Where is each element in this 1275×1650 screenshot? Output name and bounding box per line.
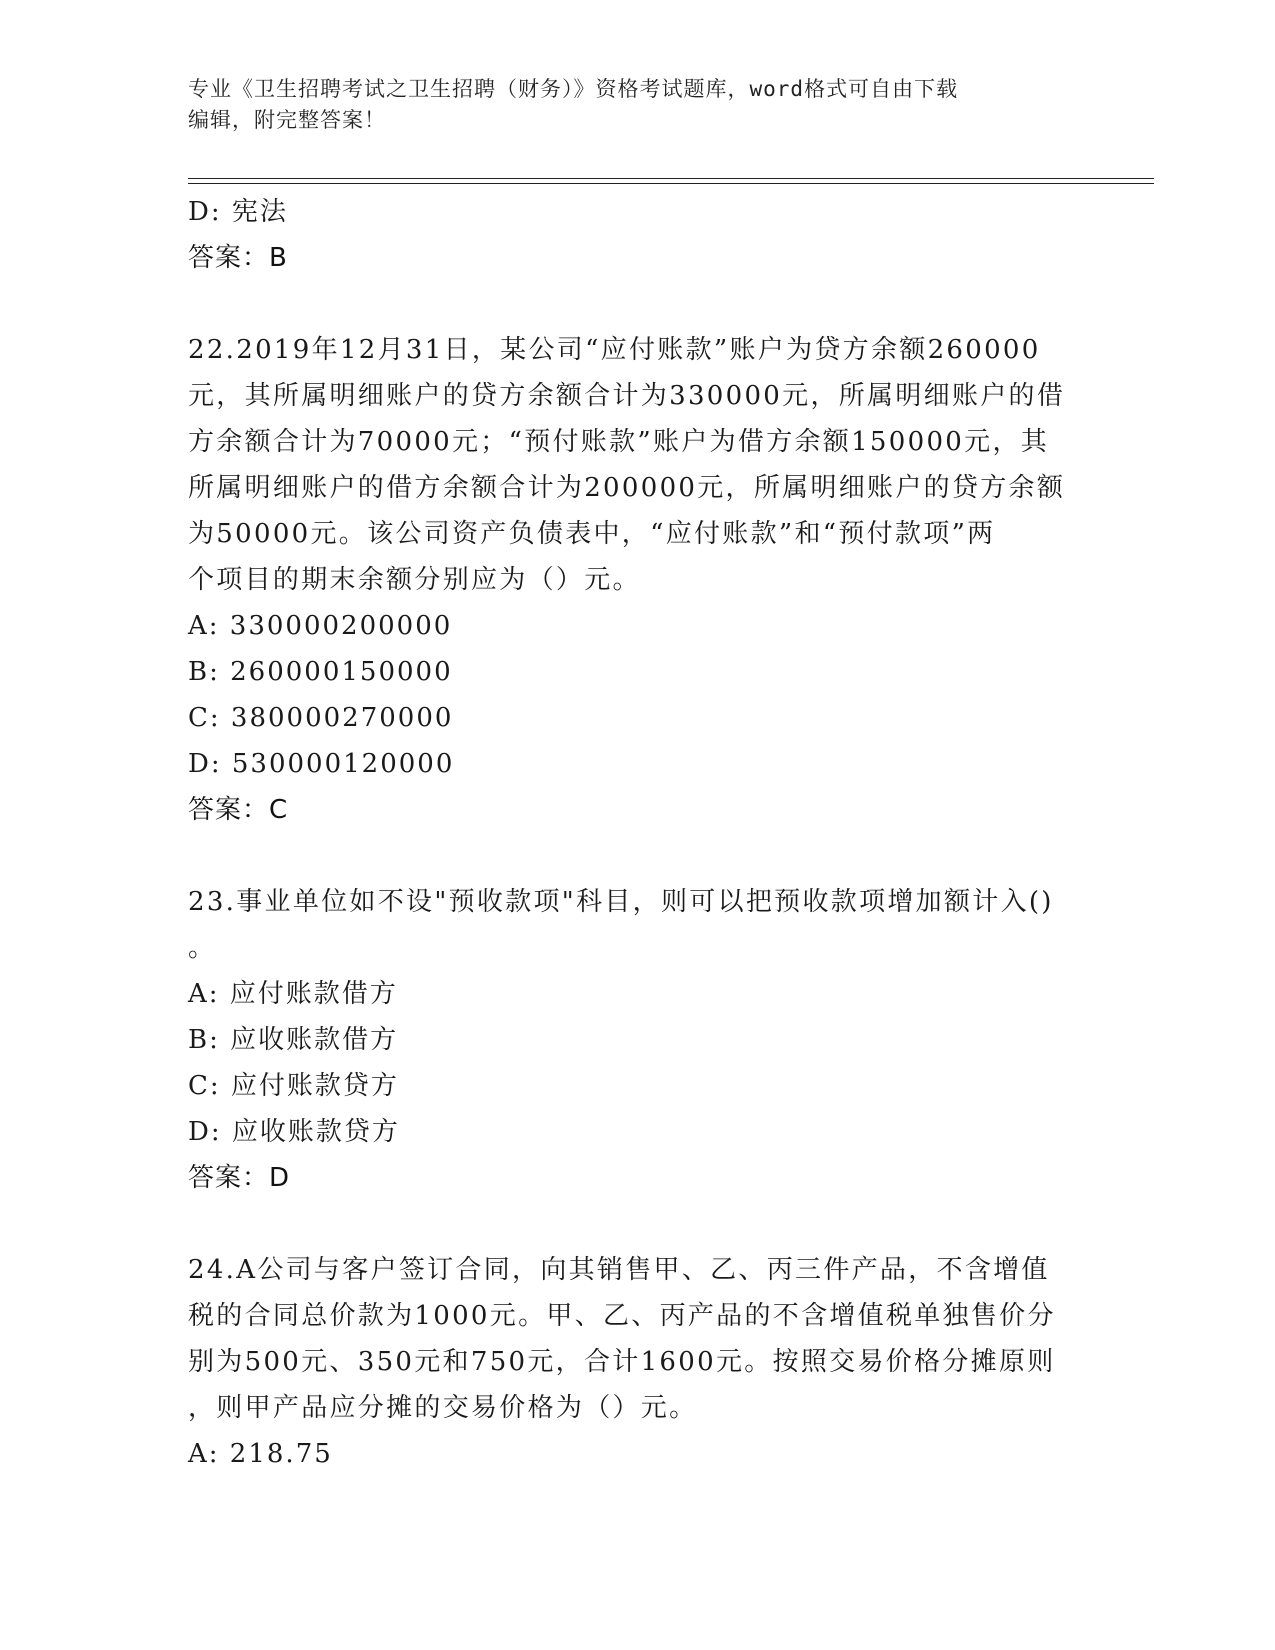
question-text-line: 23.事业单位如不设"预收款项"科目，则可以把预收款项增加额计入()	[188, 887, 1054, 917]
question-text-line: 别为500元、350元和750元，合计1600元。按照交易价格分摊原则	[188, 1347, 1056, 1377]
option-a: A: 218.75	[188, 1439, 333, 1469]
spacer	[188, 281, 1088, 327]
question-text-line: 元，其所属明细账户的贷方余额合计为330000元，所属明细账户的借	[188, 381, 1066, 411]
answer: 答案：B	[188, 243, 288, 273]
question-text-line: 所属明细账户的借方余额合计为200000元，所属明细账户的贷方余额	[188, 473, 1066, 503]
question-text-line: 方余额合计为70000元；“预付账款”账户为借方余额150000元，其	[188, 427, 1050, 457]
document-body	[188, 189, 1088, 1477]
spacer	[188, 833, 1088, 879]
question-24	[188, 1247, 1088, 1477]
option-d: D: 应收账款贷方	[188, 1117, 400, 1147]
option-a: A: 330000200000	[188, 611, 453, 641]
answer: 答案：D	[188, 1163, 291, 1193]
option-d: D: 宪法	[188, 197, 288, 227]
option-d: D: 530000120000	[188, 749, 455, 779]
question-text-line: ，则甲产品应分摊的交易价格为（）元。	[188, 1393, 698, 1423]
header-line-2: 编辑，附完整答案！	[188, 108, 386, 132]
question-23	[188, 879, 1088, 1201]
question-text-line: 22.2019年12月31日，某公司“应付账款”账户为贷方余额260000	[188, 335, 1041, 365]
option-b: B: 应收账款借方	[188, 1025, 399, 1055]
question-text-line: 为50000元。该公司资产负债表中，“应付账款”和“预付款项”两	[188, 519, 996, 549]
header-divider-bottom	[188, 183, 1154, 184]
question-22	[188, 327, 1088, 833]
question-text-line: 。	[188, 933, 217, 963]
header-line-1: 专业《卫生招聘考试之卫生招聘（财务）》资格考试题库，word格式可自由下载	[188, 77, 959, 101]
spacer	[188, 1201, 1088, 1247]
option-a: A: 应付账款借方	[188, 979, 398, 1009]
question-text-line: 税的合同总价款为1000元。甲、乙、丙产品的不含增值税单独售价分	[188, 1301, 1056, 1331]
question-text-line: 24.A公司与客户签订合同，向其销售甲、乙、丙三件产品，不含增值	[188, 1255, 1050, 1285]
option-c: C: 应付账款贷方	[188, 1071, 399, 1101]
header-divider-top	[188, 178, 1154, 179]
option-c: C: 380000270000	[188, 703, 454, 733]
document-header	[188, 74, 1088, 136]
answer: 答案：C	[188, 795, 289, 825]
question-text-line: 个项目的期末余额分别应为（）元。	[188, 565, 641, 595]
previous-question-tail	[188, 189, 1088, 281]
option-b: B: 260000150000	[188, 657, 453, 687]
